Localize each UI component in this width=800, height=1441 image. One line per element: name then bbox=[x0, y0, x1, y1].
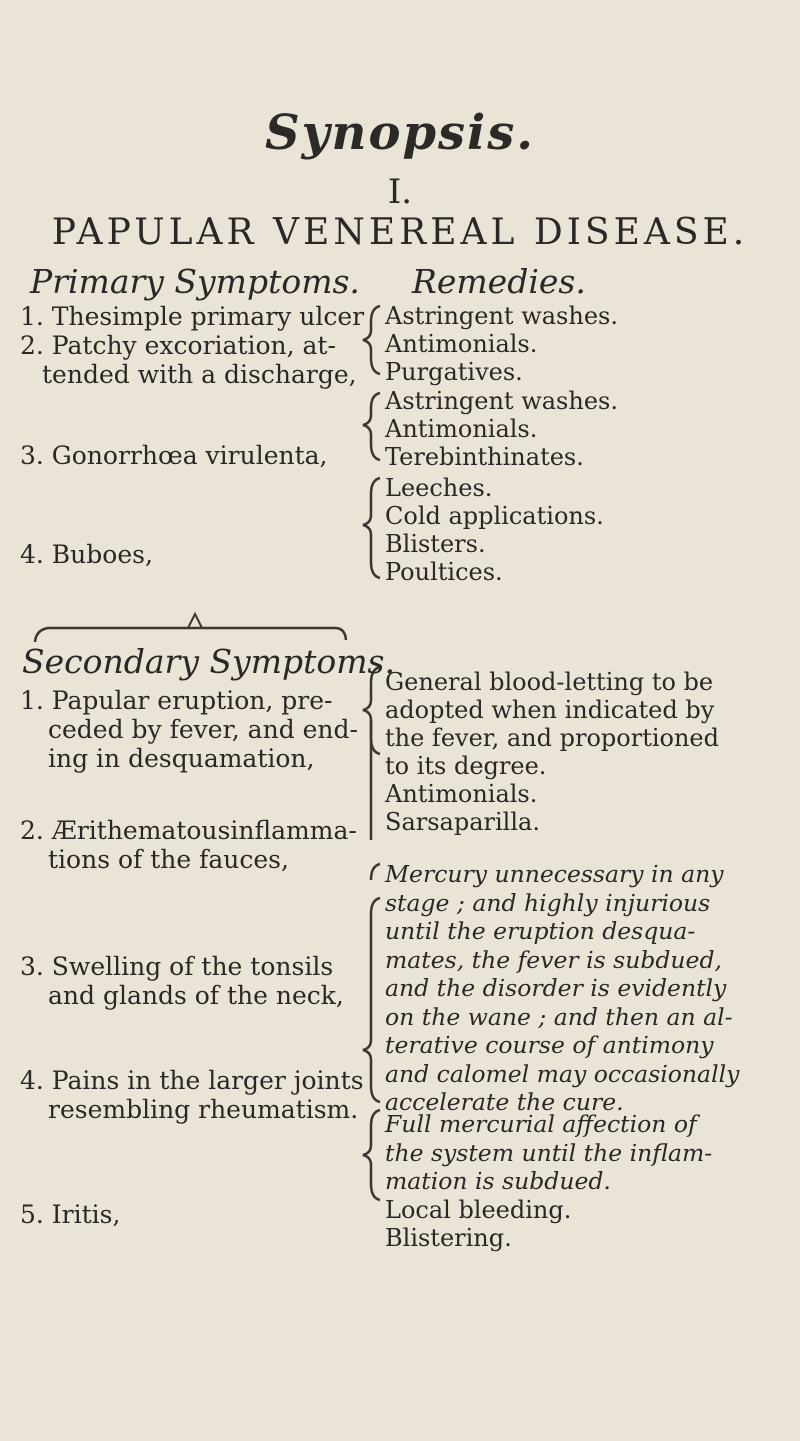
primary-symptom-4: 4. Buboes, bbox=[20, 540, 153, 569]
secondary-heading: Secondary Symptoms. bbox=[22, 642, 395, 681]
brace-3 bbox=[363, 478, 380, 578]
section-number: I. bbox=[387, 172, 413, 212]
brace-6 bbox=[363, 898, 380, 1102]
secondary-symptom-4: 4. Pains in the larger joints resembling rheumatism. bbox=[20, 1066, 364, 1124]
secondary-symptom-5: 5. Iritis, bbox=[20, 1200, 121, 1229]
brace-5-top bbox=[371, 864, 380, 880]
section-heading: PAPULAR VENEREAL DISEASE. bbox=[51, 212, 749, 253]
brace-1 bbox=[363, 306, 380, 374]
primary-remedies-3: Leeches. Cold applications. Blisters. Poultices. bbox=[385, 474, 604, 586]
primary-remedies-1: Astringent washes. Antimonials. Purgatives. bbox=[385, 302, 618, 386]
secondary-remedies-1: General blood-letting to be adopted when indicated by the fever, and proportioned to its degree. Antimonials. Sarsaparilla. bbox=[385, 668, 719, 836]
primary-remedies-2: Astringent washes. Antimonials. Terebinthinates. bbox=[385, 387, 618, 471]
secondary-remedies-4: Local bleeding. Blistering. bbox=[385, 1196, 572, 1252]
brace-2 bbox=[363, 393, 380, 460]
secondary-remedies-2: Mercury unnecessary in any stage ; and highly injurious until the eruption desqua- mates, the fever is subdued, and the disorder is evidently on the wane ; and then an al- terative course of antimony and calomel may occasionally accelerate the cure. bbox=[385, 860, 740, 1116]
primary-symptom-3: 3. Gonorrhœa virulenta, bbox=[20, 441, 328, 470]
brace-7 bbox=[363, 1110, 380, 1200]
divider-peak bbox=[188, 614, 202, 628]
secondary-symptom-1: 1. Papular eruption, pre- ceded by fever, and end- ing in desquamation, bbox=[20, 686, 358, 773]
secondary-symptom-3: 3. Swelling of the tonsils and glands of the neck, bbox=[20, 952, 344, 1010]
primary-heading: Primary Symptoms. bbox=[30, 262, 360, 301]
section-divider bbox=[35, 628, 346, 642]
page-title: Synopsis. bbox=[264, 105, 536, 161]
remedies-heading: Remedies. bbox=[412, 262, 586, 301]
secondary-remedies-3: Full mercurial affection of the system until the inflam- mation is subdued. bbox=[385, 1110, 713, 1195]
secondary-symptom-2: 2. Ærithematousinflamma- tions of the fauces, bbox=[20, 816, 357, 874]
primary-symptom-1: 1. Thesimple primary ulcer 2. Patchy excoriation, at- tended with a discharge, bbox=[20, 302, 365, 389]
